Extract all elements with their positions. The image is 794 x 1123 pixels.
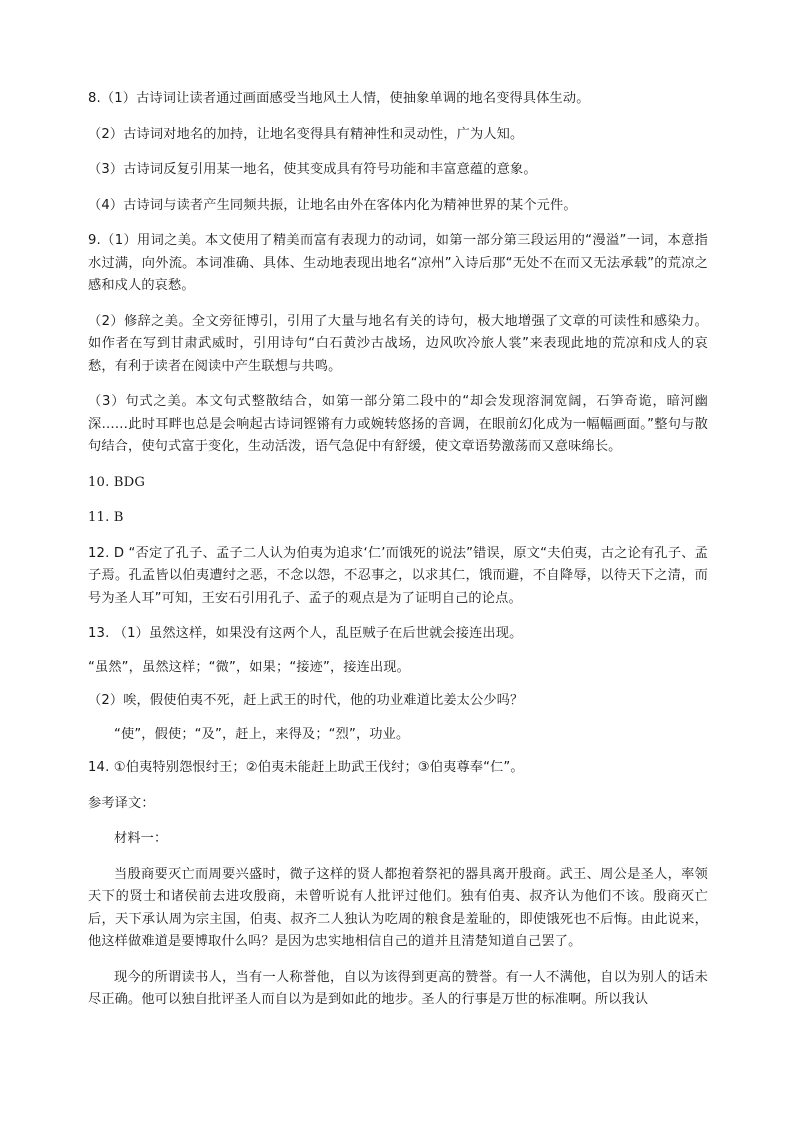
answer-13-2-note: “使”，假使；“及”，赶上，来得及；“烈”，功业。 — [114, 726, 410, 742]
answer-13-1-note: “虽然”，虽然这样；“微”，如果；“接迹”，接连出现。 — [88, 659, 410, 675]
answer-14: 14. ①伯夷特别怨恨纣王；②伯夷未能赶上助武王伐纣；③伯夷尊奉“仁”。 — [88, 760, 524, 775]
answer-8-3: （3）古诗词反复引用某一地名，使其变成具有符号功能和丰富意蕴的意象。 — [88, 162, 537, 177]
answer-13-1: 13. （1）虽然这样，如果没有这两个人，乱臣贼子在后世就会接连出现。 — [88, 626, 523, 641]
answer-13-2: （2）唉，假使伯夷不死，赶上武王的时代，他的功业难道比姜太公少吗？ — [88, 693, 524, 708]
document-page — [88, 88, 708, 1025]
answer-9-2: （2）修辞之美。全文旁征博引，引用了大量与地名有关的诗句，极大地增强了文章的可读性和感染力。如作者在写到甘肃武威时，引用诗句“白石黄沙古战场，边风吹冷旅人裳”来表现此地的荒凉和戍人的哀愁，有利于读者在阅读中产生联想与共鸣。 — [88, 313, 708, 374]
translation-paragraph-1: 当殷商要灭亡而周要兴盛时，微子这样的贤人都抱着祭祀的器具离开殷商。武王、周公是圣人，率领天下的贤士和诸侯前去进攻殷商，未曾听说有人批评过他们。独有伯夷、叔齐认为他们不该。殷商灭亡后，天下承认周为宗主国，伯夷、叔齐二人独认为吃周的粮食是羞耻的，即使饿死也不后悔。由此说来，他这样做难道是要博取什么吗？是因为忠实地相信自己的道并且清楚知道自己罢了。 — [88, 866, 708, 949]
answer-8-1: 8.（1）古诗词让读者通过画面感受当地风土人情，使抽象单调的地名变得具体生动。 — [88, 91, 590, 106]
answer-8-2: （2）古诗词对地名的加持，让地名变得具有精神性和灵动性，广为人知。 — [88, 126, 524, 142]
answer-8-4: （4）古诗词与读者产生同频共振，让地名由外在客体内化为精神世界的某个元件。 — [88, 197, 577, 213]
answer-9-3: （3）句式之美。本文句式整散结合，如第一部分第二段中的“却会发现溶洞宽阔，石笋奇诡，暗河幽深……此时耳畔也总是会响起古诗词铿锵有力或婉转悠扬的音调，在眼前幻化成为一幅幅画面。”整句与散句结合，使句式富于变化，生动活泼，语气急促中有舒缓，使文章语势激荡而又意味绵长。 — [88, 394, 708, 454]
translation-heading: 参考译文： — [88, 795, 155, 811]
answer-10: 10. BDG — [88, 474, 146, 490]
material-label: 材料一： — [114, 831, 168, 846]
translation-paragraph-2: 现今的所谓读书人，当有一人称誉他，自以为该得到更高的赞誉。有一人不满他，自以为别人的话未尽正确。他可以独自批评圣人而自以为是到如此的地步。圣人的行事是万世的标准啊。所以我认 — [88, 969, 708, 1007]
answer-9-1: 9.（1）用词之美。本文使用了精美而富有表现力的动词，如第一部分第三段运用的“漫溢”一词，本意指水过满，向外流。本词准确、具体、生动地表现出地名“凉州”入诗后那“无处不在而又无法承载”的荒凉之感和戍人的哀愁。 — [88, 233, 708, 293]
answer-12: 12. D “否定了孔子、孟子二人认为伯夷为追求‘仁’而饿死的说法”错误，原文“夫伯夷，古之论有孔子、孟子焉。孔孟皆以伯夷遭纣之恶，不念以怨，不忍事之，以求其仁，饿而避，不自降辱，以待天下之清，而号为圣人耳”可知，王安石引用孔子、孟子的观点是为了证明自己的论点。 — [88, 545, 708, 606]
answer-11: 11. B — [88, 510, 124, 525]
